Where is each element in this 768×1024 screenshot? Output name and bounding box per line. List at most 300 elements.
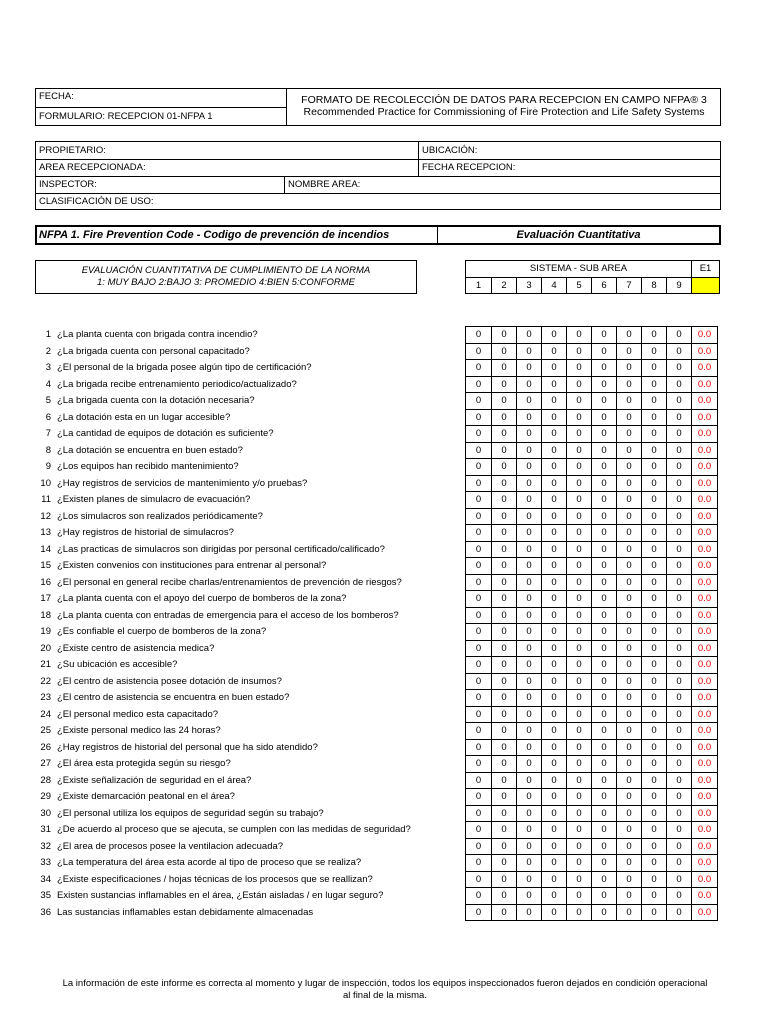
score-cell[interactable]: 0 [475,840,482,852]
score-cell[interactable]: 0 [641,591,666,607]
score-cell[interactable]: 0 [666,327,691,343]
score-cell[interactable]: 0 [491,822,516,838]
score-cell[interactable]: 0 [541,558,566,574]
score-cell[interactable]: 0 [475,725,482,736]
score-cell[interactable]: 0 [641,608,666,624]
score-cell[interactable]: 0 [566,806,591,822]
score-cell[interactable]: 0 [591,492,616,508]
score-cell[interactable]: 0 [566,443,591,459]
score-cell[interactable]: 0 [541,888,566,904]
score-cell[interactable]: 0 [591,608,616,624]
score-cell[interactable]: 0 [591,756,616,772]
score-cell[interactable]: 0 [641,641,666,657]
score-cell[interactable]: 0 [491,641,516,657]
score-cell[interactable]: 0 [641,377,666,393]
score-cell[interactable]: 0 [641,327,666,343]
nombre-area-field[interactable]: NOMBRE AREA: [284,176,720,193]
score-cell[interactable]: 0 [566,344,591,360]
score-cell[interactable]: 0 [566,591,591,607]
score-cell[interactable]: 0 [541,327,566,343]
score-cell[interactable]: 0 [475,659,482,670]
score-cell[interactable]: 0 [641,773,666,789]
score-cell[interactable]: 0 [516,641,541,657]
score-cell[interactable]: 0 [566,492,591,508]
score-cell[interactable]: 0 [541,773,566,789]
score-cell[interactable]: 0 [666,905,691,921]
score-cell[interactable]: 0 [641,855,666,871]
score-cell[interactable]: 0 [566,410,591,426]
score-cell[interactable]: 0 [666,525,691,541]
score-cell[interactable]: 0 [666,459,691,475]
score-cell[interactable]: 0 [516,888,541,904]
score-cell[interactable]: 0 [591,822,616,838]
score-cell[interactable]: 0 [491,476,516,492]
score-cell[interactable]: 0 [541,360,566,376]
score-cell[interactable]: 0 [591,476,616,492]
score-cell[interactable]: 0 [666,872,691,888]
score-cell[interactable]: 0 [566,855,591,871]
score-cell[interactable]: 0 [491,558,516,574]
score-cell[interactable]: 0 [475,345,482,357]
score-cell[interactable]: 0 [591,542,616,558]
score-cell[interactable]: 0 [475,329,482,340]
score-cell[interactable]: 0 [475,906,482,918]
score-cell[interactable]: 0 [566,459,591,475]
score-cell[interactable]: 0 [566,542,591,558]
score-cell[interactable]: 0 [641,344,666,360]
score-cell[interactable]: 0 [666,822,691,838]
score-cell[interactable]: 0 [516,344,541,360]
score-cell[interactable]: 0 [641,360,666,376]
score-cell[interactable]: 0 [475,378,482,390]
score-cell[interactable]: 0 [616,558,641,574]
score-cell[interactable]: 0 [491,888,516,904]
score-cell[interactable]: 0 [591,855,616,871]
score-cell[interactable]: 0 [516,492,541,508]
score-cell[interactable]: 0 [666,888,691,904]
score-cell[interactable]: 0 [566,657,591,673]
score-cell[interactable]: 0 [591,393,616,409]
score-cell[interactable]: 0 [591,789,616,805]
score-cell[interactable]: 0 [541,492,566,508]
score-cell[interactable]: 0 [566,393,591,409]
score-cell[interactable]: 0 [566,773,591,789]
score-cell[interactable]: 0 [491,855,516,871]
score-cell[interactable]: 0 [616,855,641,871]
score-cell[interactable]: 0 [541,674,566,690]
score-cell[interactable]: 0 [566,723,591,739]
score-cell[interactable]: 0 [616,723,641,739]
score-cell[interactable]: 0 [566,740,591,756]
score-cell[interactable]: 0 [566,558,591,574]
score-cell[interactable]: 0 [666,377,691,393]
score-cell[interactable]: 0 [516,360,541,376]
score-cell[interactable]: 0 [641,740,666,756]
score-cell[interactable]: 0 [616,476,641,492]
score-cell[interactable]: 0 [541,443,566,459]
score-cell[interactable]: 0 [491,377,516,393]
score-cell[interactable]: 0 [491,756,516,772]
score-cell[interactable]: 0 [641,509,666,525]
e1-highlight[interactable] [691,277,719,293]
score-cell[interactable]: 0 [641,806,666,822]
score-cell[interactable]: 0 [616,591,641,607]
score-cell[interactable]: 0 [516,855,541,871]
score-cell[interactable]: 0 [616,426,641,442]
score-cell[interactable]: 0 [666,657,691,673]
score-cell[interactable]: 0 [475,890,482,901]
score-cell[interactable]: 0 [541,822,566,838]
score-cell[interactable]: 0 [666,426,691,442]
score-cell[interactable]: 0 [516,756,541,772]
score-cell[interactable]: 0 [491,591,516,607]
score-cell[interactable]: 0 [475,560,482,571]
score-cell[interactable]: 0 [491,624,516,640]
score-cell[interactable]: 0 [516,905,541,921]
score-cell[interactable]: 0 [475,527,482,538]
score-cell[interactable]: 0 [491,509,516,525]
score-cell[interactable]: 0 [591,806,616,822]
score-cell[interactable]: 0 [516,426,541,442]
score-cell[interactable]: 0 [616,740,641,756]
score-cell[interactable]: 0 [591,443,616,459]
score-cell[interactable]: 0 [541,476,566,492]
score-cell[interactable]: 0 [475,510,482,522]
score-cell[interactable]: 0 [591,905,616,921]
score-cell[interactable]: 0 [616,624,641,640]
score-cell[interactable]: 0 [516,509,541,525]
score-cell[interactable]: 0 [491,525,516,541]
score-cell[interactable]: 0 [516,476,541,492]
score-cell[interactable]: 0 [591,723,616,739]
score-cell[interactable]: 0 [591,410,616,426]
score-cell[interactable]: 0 [541,410,566,426]
score-cell[interactable]: 0 [641,575,666,591]
score-cell[interactable]: 0 [591,674,616,690]
score-cell[interactable]: 0 [516,443,541,459]
score-cell[interactable]: 0 [591,377,616,393]
score-cell[interactable]: 0 [475,708,482,720]
score-cell[interactable]: 0 [666,476,691,492]
score-cell[interactable]: 0 [475,477,482,489]
score-cell[interactable]: 0 [566,624,591,640]
score-cell[interactable]: 0 [641,674,666,690]
score-cell[interactable]: 0 [516,773,541,789]
score-cell[interactable]: 0 [641,443,666,459]
score-cell[interactable]: 0 [516,822,541,838]
score-cell[interactable]: 0 [491,492,516,508]
score-cell[interactable]: 0 [541,707,566,723]
score-cell[interactable]: 0 [516,806,541,822]
score-cell[interactable]: 0 [541,624,566,640]
score-cell[interactable]: 0 [491,459,516,475]
score-cell[interactable]: 0 [641,624,666,640]
score-cell[interactable]: 0 [516,558,541,574]
score-cell[interactable]: 0 [516,657,541,673]
score-cell[interactable]: 0 [666,624,691,640]
score-cell[interactable]: 0 [666,855,691,871]
score-cell[interactable]: 0 [641,542,666,558]
score-cell[interactable]: 0 [616,393,641,409]
score-cell[interactable]: 0 [591,426,616,442]
score-cell[interactable]: 0 [666,674,691,690]
score-cell[interactable]: 0 [491,657,516,673]
score-cell[interactable]: 0 [616,905,641,921]
score-cell[interactable]: 0 [641,476,666,492]
score-cell[interactable]: 0 [491,690,516,706]
score-cell[interactable]: 0 [491,839,516,855]
score-cell[interactable]: 0 [516,542,541,558]
score-cell[interactable]: 0 [666,558,691,574]
score-cell[interactable]: 0 [616,525,641,541]
score-cell[interactable]: 0 [666,773,691,789]
score-cell[interactable]: 0 [541,509,566,525]
score-cell[interactable]: 0 [616,839,641,855]
score-cell[interactable]: 0 [566,575,591,591]
score-cell[interactable]: 0 [491,674,516,690]
score-cell[interactable]: 0 [541,756,566,772]
score-cell[interactable]: 0 [475,675,482,687]
score-cell[interactable]: 0 [541,806,566,822]
score-cell[interactable]: 0 [475,411,482,423]
score-cell[interactable]: 0 [491,707,516,723]
score-cell[interactable]: 0 [666,740,691,756]
score-cell[interactable]: 0 [616,327,641,343]
score-cell[interactable]: 0 [666,393,691,409]
score-cell[interactable]: 0 [491,426,516,442]
score-cell[interactable]: 0 [491,327,516,343]
score-cell[interactable]: 0 [616,608,641,624]
score-cell[interactable]: 0 [541,525,566,541]
score-cell[interactable]: 0 [616,641,641,657]
score-cell[interactable]: 0 [566,822,591,838]
area-recepcionada-field[interactable]: AREA RECEPCIONADA: [36,159,419,176]
score-cell[interactable]: 0 [591,690,616,706]
score-cell[interactable]: 0 [666,344,691,360]
score-cell[interactable]: 0 [475,395,482,406]
score-cell[interactable]: 0 [591,624,616,640]
score-cell[interactable]: 0 [475,758,482,769]
score-cell[interactable]: 0 [491,575,516,591]
score-cell[interactable]: 0 [641,723,666,739]
score-cell[interactable]: 0 [566,509,591,525]
score-cell[interactable]: 0 [475,494,482,505]
score-cell[interactable]: 0 [616,360,641,376]
score-cell[interactable]: 0 [541,641,566,657]
score-cell[interactable]: 0 [516,377,541,393]
score-cell[interactable]: 0 [666,690,691,706]
score-cell[interactable]: 0 [491,608,516,624]
fecha-recepcion-field[interactable]: FECHA RECEPCION: [418,159,720,176]
score-cell[interactable]: 0 [491,773,516,789]
score-cell[interactable]: 0 [616,674,641,690]
score-cell[interactable]: 0 [566,377,591,393]
score-cell[interactable]: 0 [591,641,616,657]
score-cell[interactable]: 0 [616,377,641,393]
score-cell[interactable]: 0 [591,872,616,888]
score-cell[interactable]: 0 [541,740,566,756]
score-cell[interactable]: 0 [491,740,516,756]
score-cell[interactable]: 0 [566,839,591,855]
score-cell[interactable]: 0 [641,707,666,723]
score-cell[interactable]: 0 [616,542,641,558]
score-cell[interactable]: 0 [666,360,691,376]
score-cell[interactable]: 0 [491,410,516,426]
score-cell[interactable]: 0 [491,344,516,360]
score-cell[interactable]: 0 [666,509,691,525]
score-cell[interactable]: 0 [641,756,666,772]
score-cell[interactable]: 0 [516,707,541,723]
score-cell[interactable]: 0 [641,690,666,706]
score-cell[interactable]: 0 [566,525,591,541]
score-cell[interactable]: 0 [616,773,641,789]
score-cell[interactable]: 0 [666,542,691,558]
score-cell[interactable]: 0 [666,806,691,822]
score-cell[interactable]: 0 [641,888,666,904]
score-cell[interactable]: 0 [475,692,482,703]
score-cell[interactable]: 0 [516,624,541,640]
score-cell[interactable]: 0 [566,905,591,921]
score-cell[interactable]: 0 [516,575,541,591]
clasificacion-uso-field[interactable]: CLASIFICACIÓN DE USO: [36,193,720,210]
score-cell[interactable]: 0 [516,608,541,624]
score-cell[interactable]: 0 [541,690,566,706]
score-cell[interactable]: 0 [616,657,641,673]
score-cell[interactable]: 0 [541,839,566,855]
score-cell[interactable]: 0 [566,789,591,805]
score-cell[interactable]: 0 [566,872,591,888]
score-cell[interactable]: 0 [541,575,566,591]
score-cell[interactable]: 0 [516,839,541,855]
score-cell[interactable]: 0 [616,459,641,475]
score-cell[interactable]: 0 [541,459,566,475]
score-cell[interactable]: 0 [616,806,641,822]
score-cell[interactable]: 0 [616,344,641,360]
score-cell[interactable]: 0 [541,344,566,360]
score-cell[interactable]: 0 [666,641,691,657]
score-cell[interactable]: 0 [491,905,516,921]
score-cell[interactable]: 0 [616,509,641,525]
score-cell[interactable]: 0 [666,707,691,723]
score-cell[interactable]: 0 [641,393,666,409]
score-cell[interactable]: 0 [541,657,566,673]
score-cell[interactable]: 0 [516,674,541,690]
score-cell[interactable]: 0 [591,707,616,723]
score-cell[interactable]: 0 [475,593,482,604]
score-cell[interactable]: 0 [616,756,641,772]
score-cell[interactable]: 0 [516,393,541,409]
score-cell[interactable]: 0 [475,873,482,885]
score-cell[interactable]: 0 [475,576,482,588]
score-cell[interactable]: 0 [475,543,482,555]
score-cell[interactable]: 0 [491,806,516,822]
score-cell[interactable]: 0 [475,444,482,456]
score-cell[interactable]: 0 [475,428,482,439]
score-cell[interactable]: 0 [475,741,482,753]
score-cell[interactable]: 0 [666,443,691,459]
score-cell[interactable]: 0 [491,872,516,888]
score-cell[interactable]: 0 [566,888,591,904]
score-cell[interactable]: 0 [616,707,641,723]
score-cell[interactable]: 0 [666,410,691,426]
score-cell[interactable]: 0 [491,360,516,376]
score-cell[interactable]: 0 [666,591,691,607]
score-cell[interactable]: 0 [641,905,666,921]
score-cell[interactable]: 0 [566,690,591,706]
score-cell[interactable]: 0 [566,426,591,442]
score-cell[interactable]: 0 [591,327,616,343]
score-cell[interactable]: 0 [641,426,666,442]
score-cell[interactable]: 0 [475,807,482,819]
score-cell[interactable]: 0 [641,657,666,673]
score-cell[interactable]: 0 [491,542,516,558]
score-cell[interactable]: 0 [666,723,691,739]
score-cell[interactable]: 0 [541,723,566,739]
score-cell[interactable]: 0 [475,824,482,835]
score-cell[interactable]: 0 [541,591,566,607]
score-cell[interactable]: 0 [475,791,482,802]
score-cell[interactable]: 0 [616,872,641,888]
score-cell[interactable]: 0 [541,872,566,888]
score-cell[interactable]: 0 [591,740,616,756]
score-cell[interactable]: 0 [641,525,666,541]
score-cell[interactable]: 0 [666,608,691,624]
score-cell[interactable]: 0 [641,558,666,574]
score-cell[interactable]: 0 [616,410,641,426]
score-cell[interactable]: 0 [566,756,591,772]
score-cell[interactable]: 0 [641,459,666,475]
score-cell[interactable]: 0 [591,839,616,855]
score-cell[interactable]: 0 [641,492,666,508]
score-cell[interactable]: 0 [616,575,641,591]
score-cell[interactable]: 0 [641,789,666,805]
score-cell[interactable]: 0 [516,410,541,426]
score-cell[interactable]: 0 [591,344,616,360]
score-cell[interactable]: 0 [475,774,482,786]
score-cell[interactable]: 0 [616,443,641,459]
score-cell[interactable]: 0 [475,362,482,373]
score-cell[interactable]: 0 [591,773,616,789]
score-cell[interactable]: 0 [566,360,591,376]
score-cell[interactable]: 0 [516,459,541,475]
score-cell[interactable]: 0 [475,626,482,637]
score-cell[interactable]: 0 [475,461,482,472]
score-cell[interactable]: 0 [516,525,541,541]
score-cell[interactable]: 0 [566,608,591,624]
score-cell[interactable]: 0 [591,360,616,376]
score-cell[interactable]: 0 [591,591,616,607]
score-cell[interactable]: 0 [475,609,482,621]
score-cell[interactable]: 0 [666,492,691,508]
score-cell[interactable]: 0 [616,822,641,838]
score-cell[interactable]: 0 [591,509,616,525]
score-cell[interactable]: 0 [591,459,616,475]
score-cell[interactable]: 0 [591,575,616,591]
score-cell[interactable]: 0 [616,789,641,805]
score-cell[interactable]: 0 [541,905,566,921]
score-cell[interactable]: 0 [516,789,541,805]
score-cell[interactable]: 0 [666,575,691,591]
score-cell[interactable]: 0 [566,707,591,723]
ubicacion-field[interactable]: UBICACIÓN: [418,142,720,159]
inspector-field[interactable]: INSPECTOR: [36,176,285,193]
score-cell[interactable]: 0 [491,723,516,739]
score-cell[interactable]: 0 [541,426,566,442]
score-cell[interactable]: 0 [566,641,591,657]
score-cell[interactable]: 0 [666,789,691,805]
score-cell[interactable]: 0 [641,822,666,838]
score-cell[interactable]: 0 [491,443,516,459]
